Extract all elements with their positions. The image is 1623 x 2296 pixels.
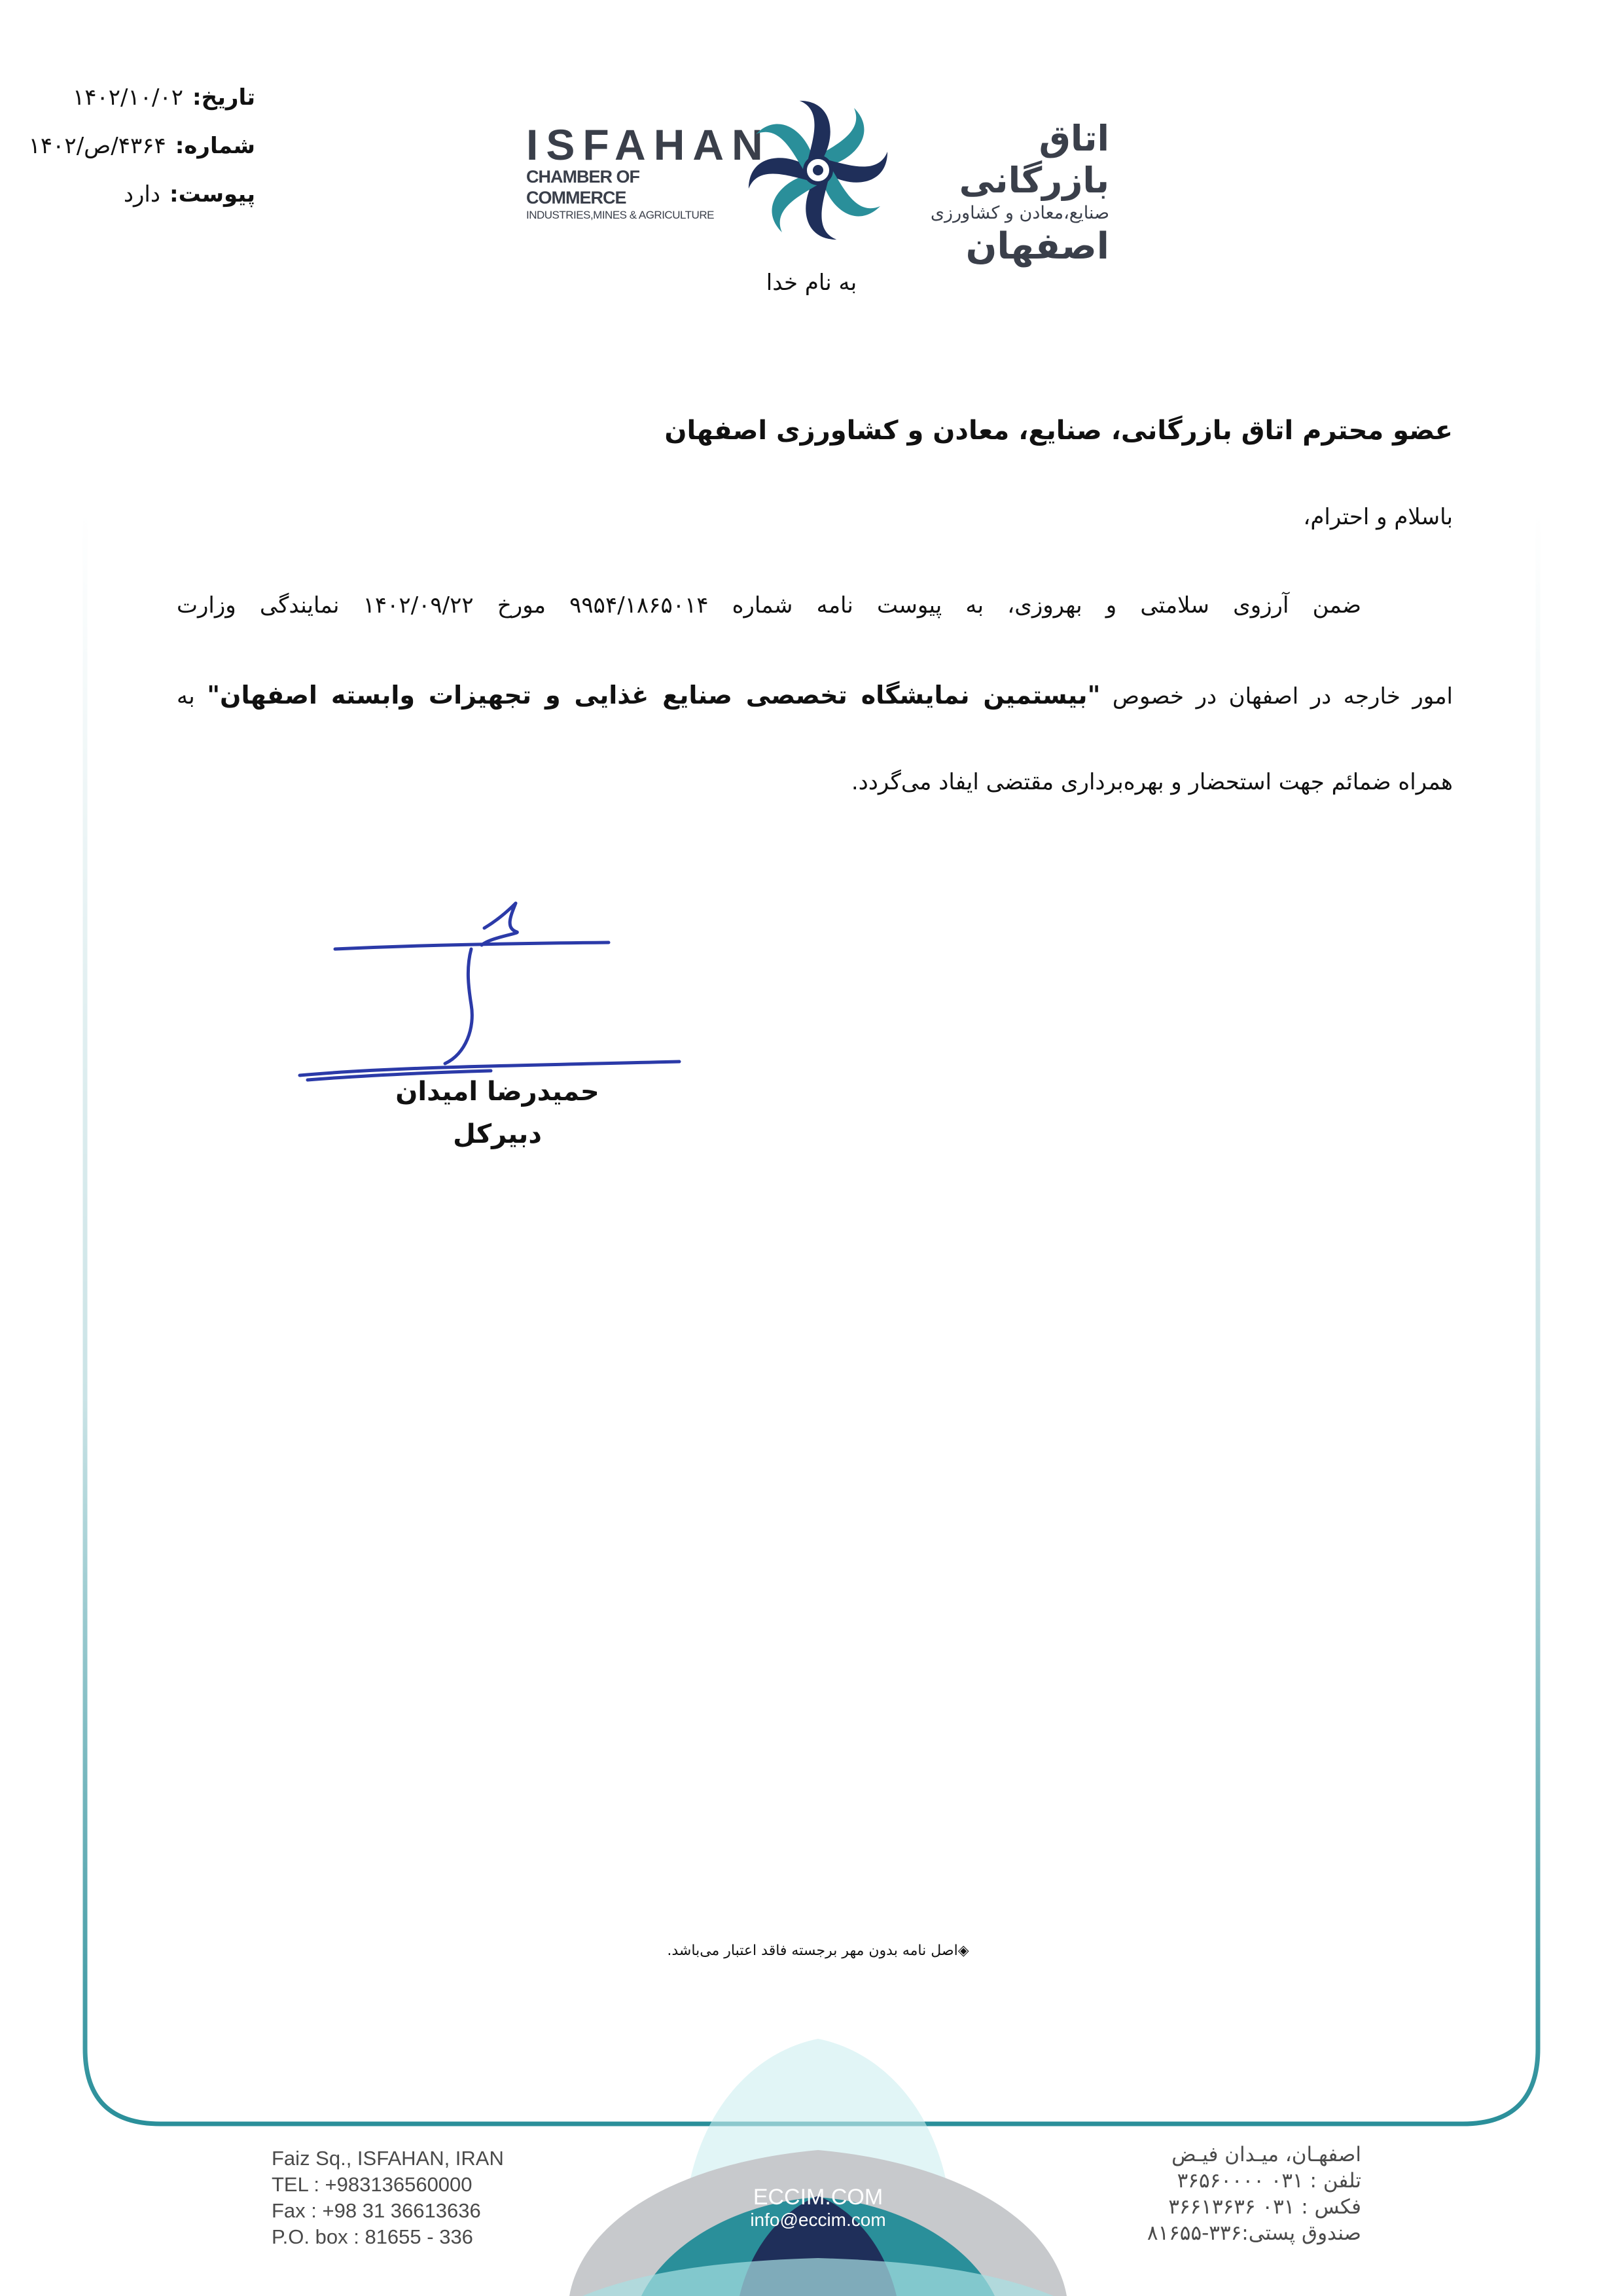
logo-en-title: ISFAHAN (526, 120, 771, 169)
footer-contact-english (272, 2145, 533, 2250)
exhibition-title: "بیستمین نمایشگاه تخصصی صنایع غذایی و تجهیزات وابسته اصفهان" (207, 681, 1101, 709)
footer-en-tel: TEL : +983136560000 (272, 2173, 473, 2196)
logo-english (526, 120, 771, 223)
footer-email[interactable]: info@eccim.com (750, 2210, 886, 2230)
date-row (20, 73, 255, 122)
number-value: ۴۳۶۴/ص/۱۴۰۲ (28, 133, 166, 159)
footer-website[interactable]: ECCIM.COM (753, 2185, 883, 2210)
handwritten-signature (294, 890, 687, 1093)
letter-paragraph-line-2 (177, 681, 1453, 709)
logo-persian (893, 118, 1109, 268)
line2-start: امور خارجه در اصفهان در خصوص (1100, 683, 1453, 709)
footer-fa-fax: فکس : ۰۳۱ ۳۶۶۱۳۶۳۶ (1168, 2195, 1361, 2219)
logo-fa-city: اصفهان (965, 225, 1109, 268)
logo-en-tagline: INDUSTRIES,MINES & AGRICULTURE (526, 209, 714, 221)
footer-fa-tel: تلفن : ۰۳۱ ۳۶۵۶۰۰۰۰ (1177, 2169, 1361, 2193)
date-label: تاریخ: (192, 84, 255, 111)
footer-contact-persian (1113, 2142, 1361, 2246)
attachment-row (20, 170, 255, 219)
invocation-text: به نام خدا (766, 270, 857, 296)
letter-recipient: عضو محترم اتاق بازرگانی، صنایع، معادن و کشاورزی اصفهان (664, 416, 1453, 446)
footer-en-pobox: P.O. box : 81655 - 336 (272, 2225, 473, 2248)
letter-greeting: باسلام و احترام، (1303, 504, 1453, 530)
letter-paragraph-line-1: ضمن آرزوی سلامتی و بهروزی، به پیوست نامه شماره ۹۹۵۴/۱۸۶۵۰۱۴ مورخ ۱۴۰۲/۰۹/۲۲ نمایندگی وزارت (177, 592, 1361, 619)
date-value: ۱۴۰۲/۱۰/۰۲ (73, 84, 184, 111)
logo-fa-subtitle: صنایع،معادن و کشاورزی (930, 203, 1109, 223)
logo-fa-title: اتاق بازرگانی (959, 118, 1109, 201)
footer-en-fax: Fax : +98 31 36613636 (272, 2199, 481, 2222)
number-row (20, 122, 255, 170)
footer-emblem (543, 2026, 1093, 2296)
footer-fa-pobox: صندوق پستی:۳۳۶-۸۱۶۵۵ (1147, 2221, 1361, 2245)
attachment-label: پیوست: (169, 181, 255, 207)
signer-title: دبیرکل (453, 1119, 542, 1149)
letter-meta (20, 73, 255, 219)
validity-note: ◈اصل نامه بدون مهر برجسته فاقد اعتبار می‌باشد. (667, 1943, 969, 1959)
footer-fa-address: اصفهـان، میـدان فیـض (1171, 2143, 1361, 2166)
signer-name: حمیدرضا امیدان (395, 1077, 599, 1107)
line2-end: به (177, 683, 207, 709)
logo-en-subtitle: CHAMBER OF COMMERCE (526, 167, 639, 207)
attachment-value: دارد (123, 181, 160, 207)
footer-en-address: Faiz Sq., ISFAHAN, IRAN (272, 2147, 504, 2170)
letter-paragraph-line-3: همراه ضمائم جهت استحضار و بهره‌برداری مقتضی ایفاد می‌گردد. (851, 769, 1453, 795)
chamber-logo-icon (746, 98, 890, 242)
number-label: شماره: (175, 133, 255, 159)
